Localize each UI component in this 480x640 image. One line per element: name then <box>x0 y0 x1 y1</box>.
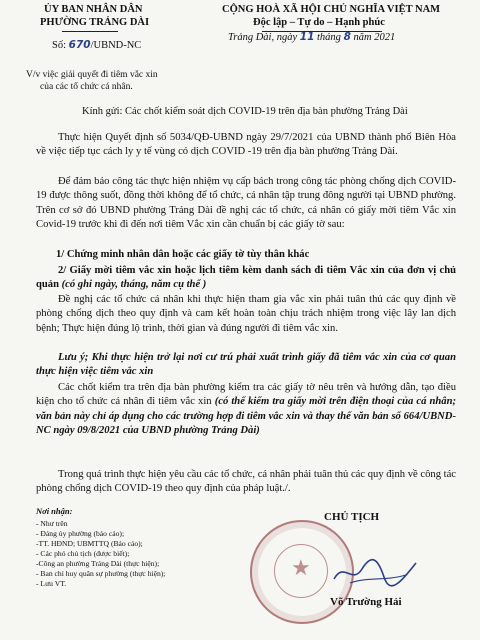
recipient-item: - Ban chỉ huy quân sự phường (thực hiện); <box>36 569 166 578</box>
recipients-list <box>36 519 165 589</box>
org-name-line2: PHƯỜNG TRẢNG DÀI <box>40 17 150 28</box>
number-suffix: /UBND-NC <box>90 40 142 51</box>
recipient-item: -TT. HĐND; UBMTTQ (Báo cáo); <box>36 539 143 548</box>
org-underline <box>62 31 118 32</box>
subject-line2: của các tổ chức cá nhân. <box>40 82 133 92</box>
issue-date <box>228 31 395 43</box>
item2-text: 2/ Giấy mời tiêm vắc xin hoặc lịch tiêm kèm danh sách đi tiêm Vắc xin của đơn vị chủ quản <box>36 265 456 291</box>
org-name-line1: ỦY BAN NHÂN DÂN <box>44 4 143 15</box>
number-handwritten: 670 <box>68 39 91 51</box>
date-day: 11 <box>299 31 315 43</box>
item2-note: (có ghi ngày, tháng, năm cụ thể ) <box>61 279 207 291</box>
date-prefix: Trảng Dài, ngày <box>228 32 300 43</box>
recipients-heading: Nơi nhận: <box>36 506 73 516</box>
checkpoints-text: Các chốt kiểm tra trên địa bàn phường kiểm tra các giấy tờ nêu trên và hướng dẫn, tạo điều kiện cho tổ chức cá nhân đi tiêm vắc xin <box>36 382 456 408</box>
recipient-item: - Như trên <box>36 519 68 528</box>
nation-motto: Độc lập – Tự do – Hạnh phúc <box>253 17 385 28</box>
required-item-1: 1/ Chứng minh nhân dân hoặc các giấy tờ tùy thân khác <box>56 249 310 260</box>
subject-line1: V/v việc giải quyết đi tiêm vắc xin <box>26 70 158 80</box>
checkpoints-note: (có thể kiểm tra giấy mời trên điện thoại của cá nhân; văn bản này chỉ áp dụng cho các trường hợp đi tiêm vắc xin và thay thế văn bản số 664/UBND-NC ngày 09/8/2021 của UBND phường Trảng Dài) <box>36 396 456 437</box>
nation-title: CỘNG HOÀ XÃ HỘI CHỦ NGHĨA VIỆT NAM <box>222 4 441 15</box>
recipient-item: - Đảng ủy phường (báo cáo); <box>36 529 125 538</box>
paragraph-purpose: Để đảm bảo công tác thực hiện nhiệm vụ cấp bách trong công tác phòng chống dịch COVID-19 được thông suốt, đồng thời không để tổ chức, cá nhân tập trung đông người tại UBND phường. Trên cơ sở đó UBND phường Trảng Dài đề nghị các tổ chức, cá nhân có giấy mời tiêm Vắc xin Covid-19 trước khi đi đến nơi tiêm Vắc xin cần chuẩn bị các giấy tờ sau: <box>36 176 456 231</box>
paragraph-checkpoints <box>36 381 456 439</box>
paragraph-compliance: Đề nghị các tổ chức cá nhân khi thực hiện tham gia vắc xin phải tuân thủ các quy định về phòng chống dịch theo quy định và cam kết hoàn toàn chịu trách nhiệm trong việc lây lan dịch bệnh; Thực hiện đúng lộ trình, thời gian và đúng người đi tiêm vắc xin. <box>36 294 456 334</box>
date-month: 8 <box>343 31 351 43</box>
required-item-2 <box>36 264 456 293</box>
number-prefix: Số: <box>52 40 69 51</box>
signer-title: CHỦ TỊCH <box>324 511 380 523</box>
paragraph-note: Lưu ý; Khi thực hiện trở lại nơi cư trú phải xuất trình giấy đã tiêm vắc xin của cơ quan thực hiện việc tiêm vắc xin <box>36 352 456 378</box>
seal-star-icon: ★ <box>291 555 311 580</box>
document-number <box>52 39 141 51</box>
paragraph-decision: Thực hiện Quyết định số 5034/QĐ-UBND ngày 29/7/2021 của UBND thành phố Biên Hòa về việc tiếp tục cách ly y tế vùng có dịch COVID -19 trên địa bàn phường Trảng Dài. <box>36 132 456 158</box>
recipient-item: -Công an phường Trảng Dài (thực hiện); <box>36 559 160 568</box>
date-mid: tháng <box>314 32 344 43</box>
date-suffix: năm 2021 <box>350 32 396 43</box>
signer-name: Võ Trường Hải <box>330 596 402 608</box>
recipient-line: Kính gửi: Các chốt kiểm soát dịch COVID-19 trên địa bàn phường Trảng Dài <box>82 106 408 117</box>
recipient-item: - Các phó chủ tịch (được biết); <box>36 549 130 558</box>
paragraph-closing: Trong quá trình thực hiện yêu cầu các tổ chức, cá nhân phải tuân thủ các quy định về công tác phòng chống dịch COVID-19 theo quy định của pháp luật./. <box>36 469 456 495</box>
handwritten-signature <box>330 555 420 590</box>
recipient-item: - Lưu VT. <box>36 579 67 588</box>
